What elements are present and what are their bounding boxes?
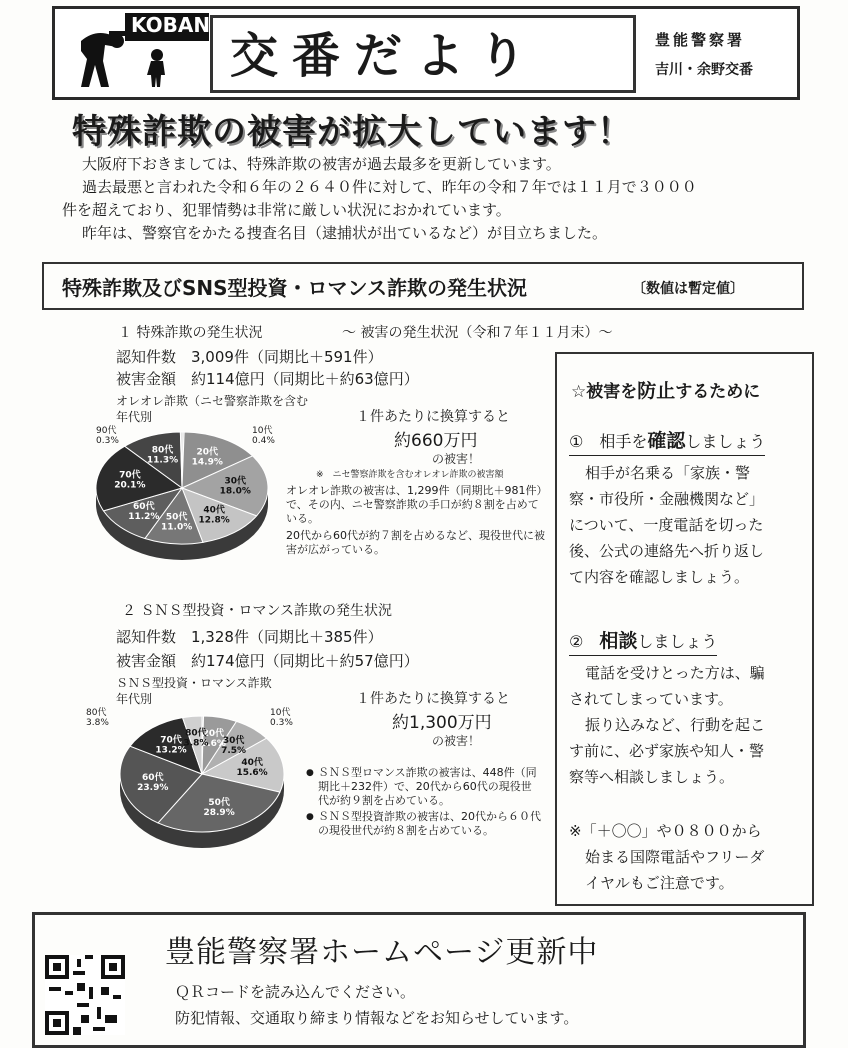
pie-label-40代: 40代 <box>203 505 225 516</box>
chart1-caption: オレオレ詐欺（ニセ警察詐欺を含む <box>116 394 309 408</box>
advice-heading-2: ② 相談しましょう <box>569 626 717 656</box>
part1-text1: オレオレ詐欺の被害は、1,299件（同期比＋981件）で、その内、ニセ警察詐欺の手口が約８割を占めている。 <box>286 484 542 525</box>
headline: 特殊詐欺の被害が拡大しています！ <box>72 112 632 152</box>
part1-amount: 被害金額 約114億円（同期比＋約63億円） <box>116 370 419 388</box>
part1-text2: 20代から60代が約７割を占めるなど、現役世代に被害が広がっている。 <box>286 529 545 556</box>
pie-label-70代: 20.1% <box>114 480 146 491</box>
station-name: 豊能警察署 <box>655 31 746 49</box>
pie-label-40代: 15.6% <box>236 767 268 778</box>
chart2-caption: ＳＮＳ型投資・ロマンス詐欺 <box>116 676 272 690</box>
advice-heading-1: ① 相手を確認しましょう <box>569 426 765 456</box>
pie-label-20代: 14.9% <box>191 457 223 468</box>
pie-label-60代: 23.9% <box>137 782 169 793</box>
pie-label-80代: 11.3% <box>146 455 179 466</box>
qr-code[interactable] <box>45 955 125 1035</box>
homepage-line-1: ＱＲコードを読み込んでください。 <box>175 983 416 1001</box>
section-title: 特殊詐欺及びSNS型投資・ロマンス詐欺の発生状況 <box>62 276 527 300</box>
per-case-1-b: 約660万円 <box>394 431 478 451</box>
pie-label-70代: 13.2% <box>155 745 187 756</box>
part1-heading: １ 特殊詐欺の発生状況 <box>118 325 263 341</box>
part1-note: ※ ニセ警察詐欺を含むオレオレ詐欺の被害額 <box>316 470 504 480</box>
newsletter-title: 交番だより <box>230 28 541 84</box>
pie-label-70代: 70代 <box>160 735 182 746</box>
pie-label-60代: 60代 <box>133 502 155 513</box>
intro-line: 昨年は、警察官をかたる捜査名目（逮捕状が出ているなど）が目立ちました。 <box>82 224 608 242</box>
qr-code-icon <box>45 955 125 1035</box>
intro-line: 過去最悪と言われた令和６年の２６４０件に対して、昨年の令和７年では１１月で３０００ <box>82 178 697 196</box>
koban-label: KOBAN <box>131 13 211 37</box>
advice-note: ※「＋〇〇」や０８００から 始まる国際電話やフリーダ イヤルもご注意です。 <box>569 822 765 892</box>
section-banner <box>42 262 804 310</box>
pie2-label-80s: 80代 3.8% <box>86 708 109 728</box>
pie2-label-10s: 10代 0.3% <box>270 708 293 728</box>
per-case-2-b: 約1,300万円 <box>392 713 492 733</box>
homepage-title: 豊能警察署ホームページ更新中 <box>165 935 599 970</box>
part2-heading: ２ ＳＮＳ型投資・ロマンス詐欺の発生状況 <box>122 603 393 619</box>
pie-label-30代: 18.0% <box>219 486 251 497</box>
homepage-line-2: 防犯情報、交通取り締まり情報などをお知らせしています。 <box>175 1009 579 1027</box>
part1-count: 認知件数 3,009件（同期比＋591件） <box>116 348 383 366</box>
advice-text-2: 電話を受けとった方は、騙 されてしまっています。 振り込みなど、行動を起こ す前に、必ず家族や知人・警 察等へ相談しましょう。 <box>569 664 766 786</box>
pie-label-30代: 30代 <box>222 735 245 746</box>
pie-label-60代: 60代 <box>141 772 164 783</box>
intro-line: 件を超えており、犯罪情勢は非常に厳しい状況におかれています。 <box>62 201 511 219</box>
pie-label-20代: 20代 <box>202 728 225 739</box>
pie1-label-90s: 90代 0.3% <box>96 426 119 446</box>
newsletter-header <box>52 6 800 100</box>
chart1-caption-sub: 年代別 <box>116 410 153 424</box>
homepage-banner <box>32 912 806 1048</box>
advice-text-1: 相手が名乗る「家族・警 察・市役所・金融機関など」 について、一度電話を切った 後、公式の連絡先へ折り返し て内容を確認しましょう。 <box>569 464 765 586</box>
part1-subheading: ～ 被害の発生状況（令和７年１１月末）～ <box>342 325 613 341</box>
branch-name: 吉川・余野交番 <box>655 62 753 78</box>
pie1-label-10s: 10代 0.4% <box>252 426 275 446</box>
prevention-title: ☆被害を防止するために <box>571 380 761 402</box>
pie-label-50代: 11.0% <box>161 522 193 533</box>
part2-amount: 被害金額 約174億円（同期比＋約57億円） <box>116 652 419 670</box>
per-case-1-c: の被害！ <box>432 452 481 466</box>
pie-label-30代: 30代 <box>224 476 247 487</box>
per-case-2-a: １件あたりに換算すると <box>356 691 510 707</box>
prevention-box <box>555 352 814 906</box>
pie-label-30代: 7.5% <box>221 745 247 756</box>
pie-label-80代: 3.8% <box>183 738 209 749</box>
intro-line: 大阪府下おきましては、特殊詐欺の被害が過去最多を更新しています。 <box>82 155 561 173</box>
pie-label-60代: 11.2% <box>128 512 160 523</box>
pie-label-70代: 70代 <box>119 470 141 481</box>
pie-label-50代: 28.9% <box>203 807 235 818</box>
part2-bullet: ● ＳＮＳ型ロマンス詐欺の被害は、448件（同期比＋232件）で、20代から60代の現役世代が約９割を占めている。 <box>306 766 542 808</box>
part2-bullet: ● ＳＮＳ型投資詐欺の被害は、20代から６０代の現役世代が約８割を占めている。 <box>306 810 542 838</box>
pie-label-20代: 20代 <box>196 447 219 458</box>
part2-bullets <box>306 766 542 838</box>
chart2-caption-sub: 年代別 <box>116 692 153 706</box>
pie-label-80代: 80代 <box>185 728 207 739</box>
part2-count: 認知件数 1,328件（同期比＋385件） <box>116 628 383 646</box>
pie-label-50代: 50代 <box>208 797 230 808</box>
pie-label-40代: 40代 <box>241 757 263 768</box>
section-note: 〔数値は暫定値〕 <box>632 281 744 297</box>
pie-label-80代: 80代 <box>151 445 174 456</box>
pie-label-50代: 50代 <box>165 512 188 523</box>
pie-label-20代: 6.6% <box>200 738 226 749</box>
per-case-1-a: １件あたりに換算すると <box>356 409 510 425</box>
intro-text <box>62 153 802 245</box>
per-case-2-c: の被害！ <box>432 734 481 748</box>
pie-label-40代: 12.8% <box>198 515 230 526</box>
